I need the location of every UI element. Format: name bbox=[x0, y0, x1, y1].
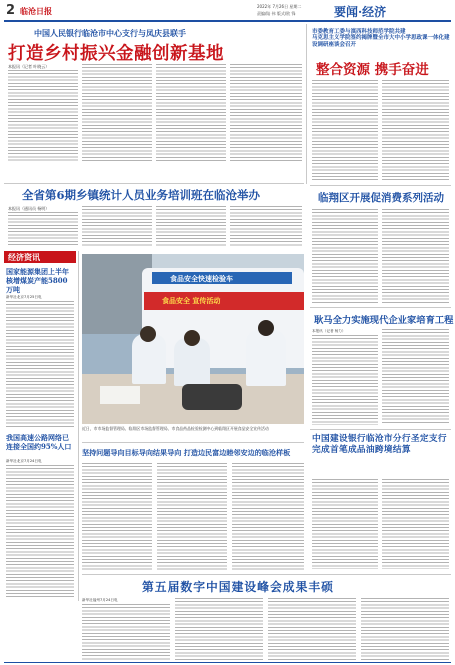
right-subhead: 马克思主义学院签约揭牌暨全市大中小学思政课一体化建设调研座谈会召开 bbox=[312, 35, 450, 48]
byline: 本报讯（记者 叶晓云） bbox=[8, 64, 50, 69]
column-divider bbox=[78, 251, 79, 601]
yishuang-body-col2 bbox=[382, 329, 449, 425]
section-divider bbox=[4, 183, 304, 184]
masthead-rule bbox=[4, 20, 451, 22]
training-body-col1 bbox=[8, 212, 78, 246]
section-divider bbox=[310, 185, 451, 186]
person-1-head bbox=[140, 326, 156, 342]
article-yishuang bbox=[310, 309, 454, 427]
photo-caption: 近日，市市场监督管理局、临翔区市场监督管理局、市食品药品检验检测中心到临翔区开展食品安全宣传活动 bbox=[82, 426, 269, 431]
paper-name: 临沧日报 bbox=[20, 6, 52, 16]
consumption-body-col2 bbox=[382, 209, 449, 303]
section-title: 要闻·经济 bbox=[334, 5, 387, 19]
sidebar-news bbox=[4, 251, 76, 601]
bottom-body-col3 bbox=[268, 598, 356, 660]
bottom-body-col2 bbox=[175, 598, 263, 660]
training-headline: 全省第6期乡镇统计人员业务培训班在临沧举办 bbox=[22, 188, 260, 202]
byline: 新华社北京7月25日电 bbox=[6, 295, 42, 299]
byline: 新华社北京7月24日电 bbox=[6, 459, 42, 463]
article-body-col3 bbox=[156, 64, 226, 162]
footer-rule bbox=[4, 662, 451, 663]
date-line: 2022年 7月26日 星期二 bbox=[257, 4, 302, 9]
bank-body-col2 bbox=[382, 479, 449, 569]
article-bank bbox=[310, 431, 451, 571]
section-tag bbox=[328, 1, 448, 19]
article-body-col4 bbox=[230, 64, 302, 162]
right-kicker: 市委教育工委与滇西科技师范学院共建 bbox=[312, 29, 406, 35]
sidebar-label: 经济资讯 bbox=[8, 252, 40, 262]
right-body-col1 bbox=[312, 80, 378, 182]
right-body-col2 bbox=[382, 80, 449, 182]
article-top-headline: 打造乡村振兴金融创新基地 bbox=[8, 44, 224, 64]
byline: 本报讯（通讯员 杨明） bbox=[8, 206, 50, 211]
right-headline: 整合资源 携手奋进 bbox=[316, 62, 429, 78]
yishuang-headline: 耿马全力实施现代企业家培育工程 bbox=[314, 315, 454, 326]
yishuang-body-col1 bbox=[312, 335, 378, 425]
bottom-headline: 第五届数字中国建设峰会成果丰硕 bbox=[142, 580, 334, 594]
sidebar-item1-body bbox=[6, 301, 74, 427]
person-3 bbox=[246, 330, 286, 386]
problem-headline: 坚持问题导向目标导向结果导向 打造边民富边睦邻安边的临沧样板 bbox=[82, 448, 291, 457]
page-number: 2 bbox=[6, 3, 16, 18]
sample-bag bbox=[182, 384, 242, 410]
column-divider bbox=[306, 24, 307, 184]
editor-line: 责编/陆 伟 版式/欧 锋 bbox=[257, 11, 296, 16]
problem-body-col3 bbox=[232, 463, 304, 571]
article-top-kicker: 中国人民银行临沧市中心支行与凤庆县联手 bbox=[34, 28, 186, 38]
article-bottom bbox=[82, 576, 451, 662]
bottom-body-col1 bbox=[82, 604, 170, 660]
problem-body-col1 bbox=[82, 463, 152, 571]
training-body-col4 bbox=[230, 206, 302, 246]
section-divider bbox=[310, 307, 451, 308]
consumption-headline: 临翔区开展促消费系列活动 bbox=[318, 192, 444, 204]
sidebar-item2-body bbox=[6, 465, 74, 599]
van-slogan: 食品安全 宣传活动 bbox=[162, 297, 221, 305]
consumption-body-col1 bbox=[312, 209, 378, 303]
bank-headline: 中国建设银行临沧市分行圣定支行完成首笔成品油跨境结算 bbox=[312, 434, 447, 455]
article-top bbox=[4, 24, 304, 164]
sample-tray bbox=[100, 386, 140, 404]
article-right-top bbox=[310, 24, 451, 184]
article-consumption bbox=[310, 187, 451, 305]
sidebar-item2-headline: 我国高速公路网络已连接全国约95%人口 bbox=[6, 433, 72, 451]
article-body-col1 bbox=[8, 70, 78, 162]
bank-body-col1 bbox=[312, 479, 378, 569]
news-photo bbox=[82, 254, 304, 424]
bottom-body-col4 bbox=[361, 598, 449, 660]
section-divider bbox=[82, 442, 304, 443]
article-training bbox=[4, 186, 304, 248]
training-body-col2 bbox=[82, 206, 152, 246]
article-problem bbox=[82, 445, 304, 573]
sidebar-item1-headline: 国家能源集团上半年核增煤炭产能5800万吨 bbox=[6, 267, 69, 294]
section-divider bbox=[82, 574, 451, 575]
problem-body-col2 bbox=[157, 463, 227, 571]
training-body-col3 bbox=[156, 206, 226, 246]
section-divider bbox=[310, 429, 451, 430]
person-3-head bbox=[258, 320, 274, 336]
person-2-head bbox=[184, 330, 200, 346]
article-body-col2 bbox=[82, 64, 152, 162]
photo-banner-text: 食品安全快速检验车 bbox=[170, 275, 233, 283]
byline: 新华社福州7月24日电 bbox=[82, 598, 118, 602]
masthead bbox=[0, 0, 455, 20]
byline: 本报讯（记者 杨力） bbox=[312, 329, 346, 333]
